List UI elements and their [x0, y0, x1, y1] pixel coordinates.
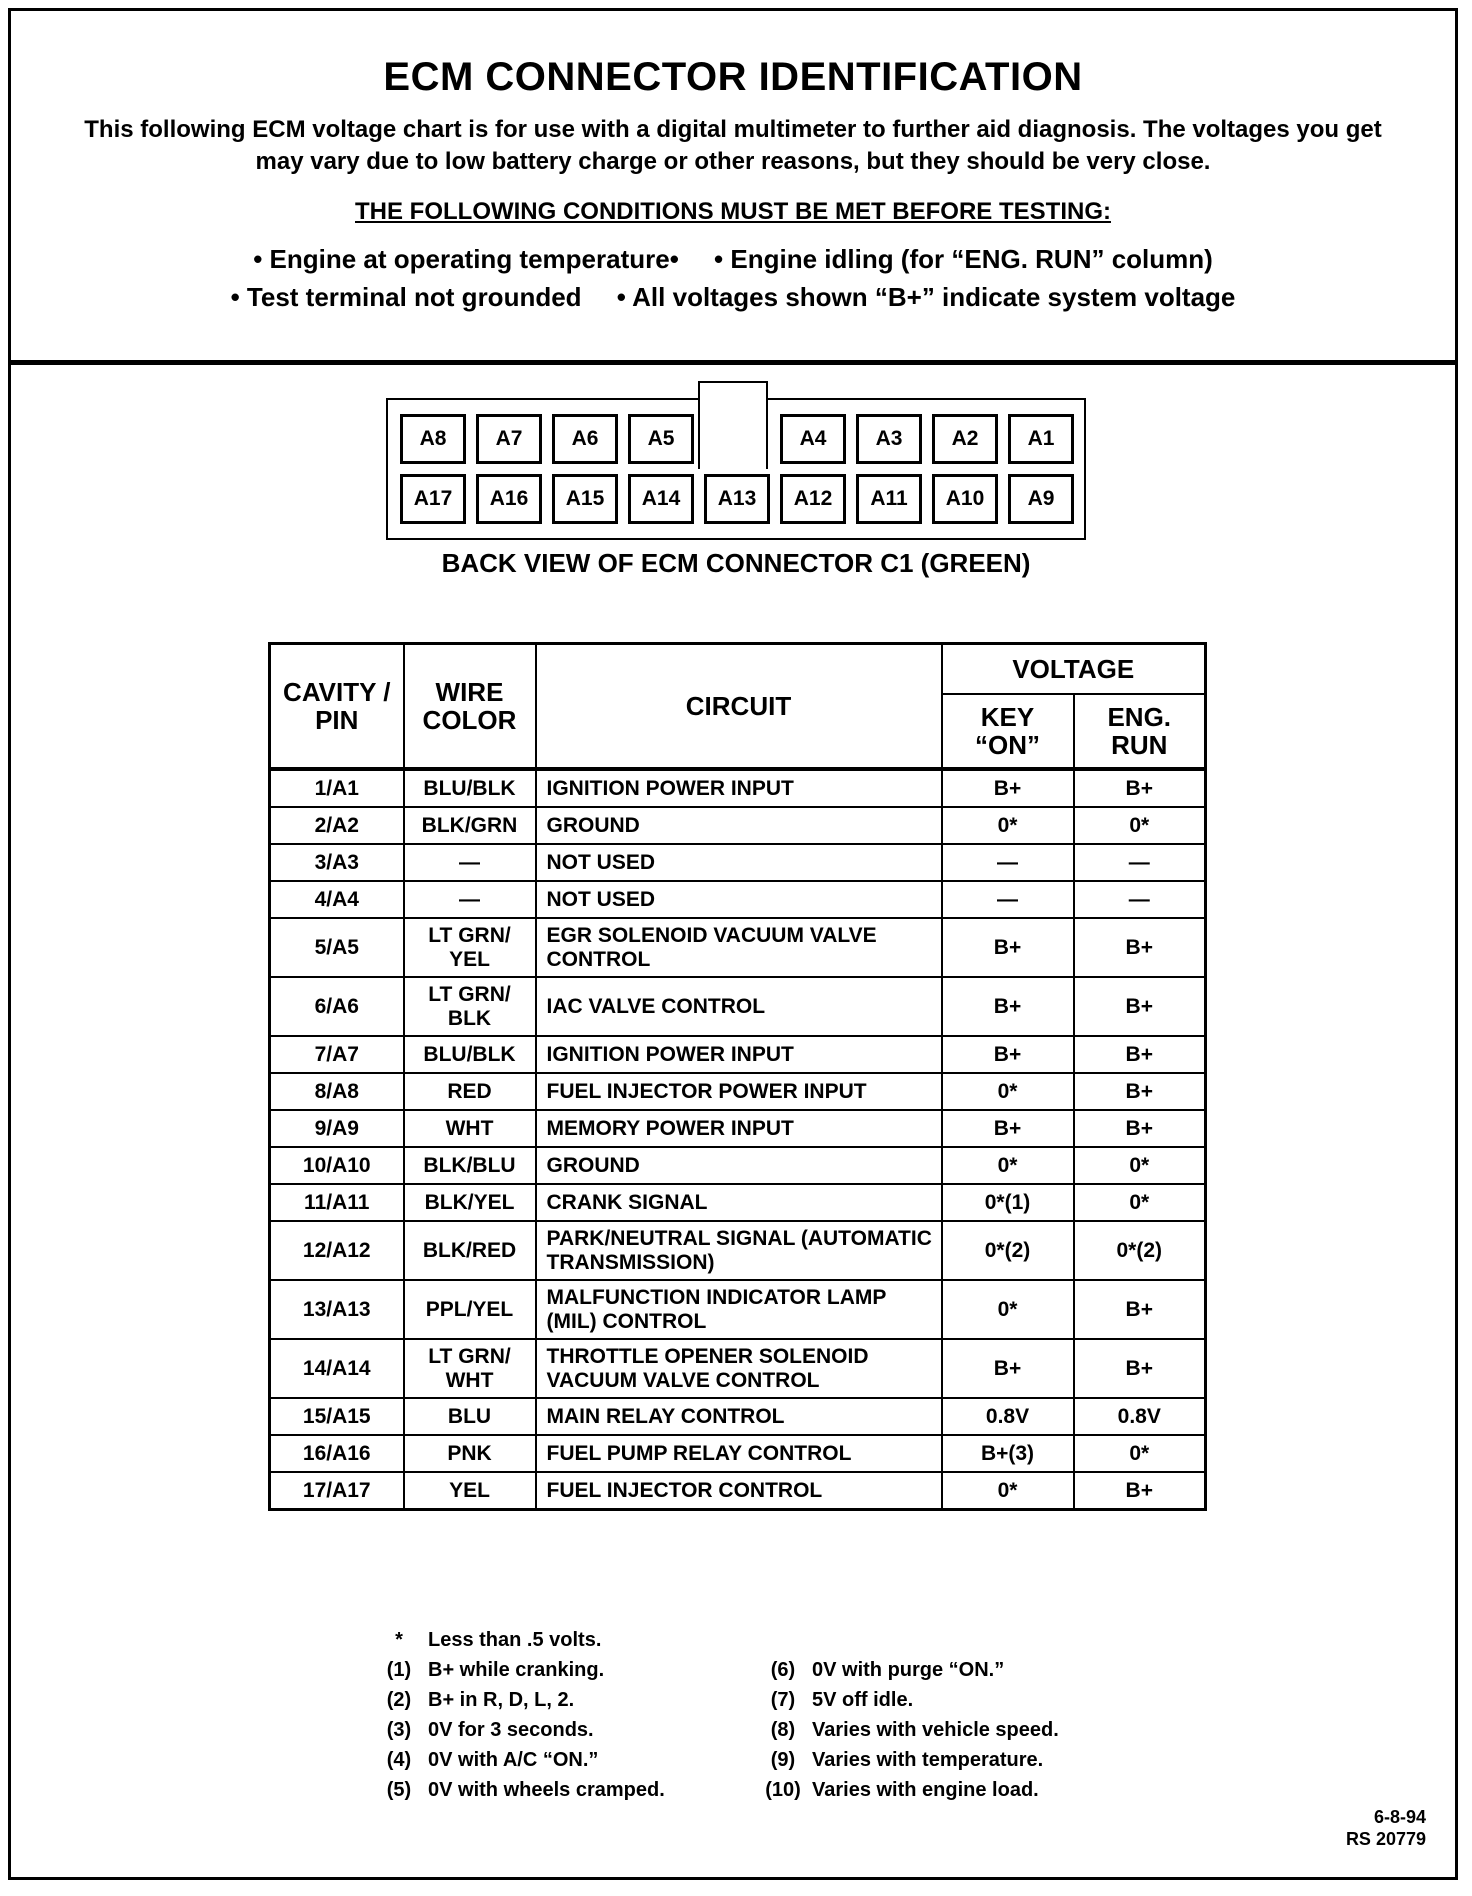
connector-pin: A13 — [704, 474, 770, 524]
table-row — [270, 1435, 1206, 1472]
condition-item: • Engine idling (for “ENG. RUN” column) — [714, 244, 1213, 274]
footnote-text: B+ in R, D, L, 2. — [428, 1689, 575, 1711]
cell-pin: 4/A4 — [270, 881, 404, 918]
cell-key-on: B+ — [942, 1339, 1074, 1398]
cell-eng-run: B+ — [1074, 1280, 1206, 1339]
connector-pin: A3 — [856, 414, 922, 464]
table-row — [270, 1147, 1206, 1184]
condition-item: • Engine at operating temperature• — [253, 244, 679, 274]
header-key-on: KEY “ON” — [942, 694, 1074, 769]
cell-key-on: 0* — [942, 1073, 1074, 1110]
cell-wire: BLU/BLK — [404, 1036, 536, 1073]
cell-eng-run: 0* — [1074, 807, 1206, 844]
stamp-code: RS 20779 — [1345, 1829, 1426, 1849]
cell-circuit: FUEL INJECTOR CONTROL — [536, 1472, 942, 1510]
cell-circuit: IGNITION POWER INPUT — [536, 1036, 942, 1073]
connector-pin: A2 — [932, 414, 998, 464]
conditions-row-2 — [11, 280, 1455, 314]
cell-pin: 5/A5 — [270, 918, 404, 977]
connector-pin: A11 — [856, 474, 922, 524]
cell-pin: 11/A11 — [270, 1184, 404, 1221]
table-row — [270, 1339, 1206, 1398]
connector-pin: A7 — [476, 414, 542, 464]
footnote-mark: (5) — [386, 1779, 412, 1801]
voltage-table — [268, 642, 1207, 1511]
cell-eng-run: B+ — [1074, 1472, 1206, 1510]
footnote-mark: (10) — [765, 1779, 801, 1801]
cell-wire: BLU/BLK — [404, 769, 536, 807]
conditions-heading: THE FOLLOWING CONDITIONS MUST BE MET BEFORE TESTING: — [355, 198, 1111, 225]
cell-circuit: EGR SOLENOID VACUUM VALVE CONTROL — [536, 918, 942, 977]
cell-key-on: 0* — [942, 1147, 1074, 1184]
header-cavity-pin: CAVITY / PIN — [270, 644, 404, 770]
connector-pin: A1 — [1008, 414, 1074, 464]
cell-key-on: B+ — [942, 977, 1074, 1036]
connector-pin: A14 — [628, 474, 694, 524]
cell-wire: YEL — [404, 1472, 536, 1510]
footnote-text: 0V with purge “ON.” — [812, 1659, 1005, 1681]
footnote-text: Varies with engine load. — [812, 1779, 1039, 1801]
cell-wire: BLK/BLU — [404, 1147, 536, 1184]
cell-circuit: MALFUNCTION INDICATOR LAMP (MIL) CONTROL — [536, 1280, 942, 1339]
table-row — [270, 1280, 1206, 1339]
table-row — [270, 1184, 1206, 1221]
cell-pin: 3/A3 — [270, 844, 404, 881]
footnote-mark: * — [395, 1629, 403, 1651]
footnote — [754, 1716, 1059, 1744]
connector-pin: A16 — [476, 474, 542, 524]
cell-pin: 10/A10 — [270, 1147, 404, 1184]
footnote-mark: (2) — [386, 1689, 412, 1711]
footnote-text: 5V off idle. — [812, 1689, 914, 1711]
footnote-mark: (4) — [386, 1749, 412, 1771]
cell-key-on: B+ — [942, 769, 1074, 807]
connector-caption: BACK VIEW OF ECM CONNECTOR C1 (GREEN) — [441, 548, 1031, 578]
cell-key-on: — — [942, 844, 1074, 881]
connector-pin: A5 — [628, 414, 694, 464]
cell-eng-run: 0* — [1074, 1435, 1206, 1472]
cell-eng-run: — — [1074, 844, 1206, 881]
cell-eng-run: B+ — [1074, 977, 1206, 1036]
cell-circuit: PARK/NEUTRAL SIGNAL (AUTOMATIC TRANSMISSION) — [536, 1221, 942, 1280]
cell-key-on: 0*(1) — [942, 1184, 1074, 1221]
table-row — [270, 1110, 1206, 1147]
condition-item: • Test terminal not grounded — [230, 282, 582, 312]
intro-text: This following ECM voltage chart is for use with a digital multimeter to further aid diagnosis. The voltages you get may vary due to low battery charge or other reasons, but they should be very close. — [84, 116, 1382, 175]
header-voltage: VOLTAGE — [942, 644, 1206, 695]
footnote — [370, 1776, 665, 1804]
cell-key-on: B+ — [942, 918, 1074, 977]
cell-eng-run: B+ — [1074, 1110, 1206, 1147]
cell-pin: 15/A15 — [270, 1398, 404, 1435]
footnote-text: Varies with temperature. — [812, 1749, 1044, 1771]
cell-circuit: IGNITION POWER INPUT — [536, 769, 942, 807]
footnote — [754, 1656, 1004, 1684]
cell-key-on: 0*(2) — [942, 1221, 1074, 1280]
cell-pin: 9/A9 — [270, 1110, 404, 1147]
cell-circuit: GROUND — [536, 1147, 942, 1184]
footnote — [754, 1776, 1039, 1804]
footnote-mark: (1) — [386, 1659, 412, 1681]
cell-circuit: GROUND — [536, 807, 942, 844]
cell-pin: 6/A6 — [270, 977, 404, 1036]
cell-circuit: THROTTLE OPENER SOLENOID VACUUM VALVE CONTROL — [536, 1339, 942, 1398]
table-row — [270, 769, 1206, 807]
cell-wire: BLU — [404, 1398, 536, 1435]
cell-key-on: 0* — [942, 1472, 1074, 1510]
table-row — [270, 881, 1206, 918]
footnote-text: Varies with vehicle speed. — [812, 1719, 1059, 1741]
footnote-mark: (8) — [770, 1719, 796, 1741]
footnote — [370, 1686, 574, 1714]
cell-wire: LT GRN/ BLK — [404, 977, 536, 1036]
cell-pin: 16/A16 — [270, 1435, 404, 1472]
table-row — [270, 1221, 1206, 1280]
cell-wire: LT GRN/ WHT — [404, 1339, 536, 1398]
footnote — [370, 1626, 601, 1654]
cell-pin: 17/A17 — [270, 1472, 404, 1510]
cell-eng-run: 0*(2) — [1074, 1221, 1206, 1280]
connector-pin: A6 — [552, 414, 618, 464]
footnote-text: 0V for 3 seconds. — [428, 1719, 594, 1741]
cell-eng-run: B+ — [1074, 1339, 1206, 1398]
cell-circuit: CRANK SIGNAL — [536, 1184, 942, 1221]
table-row — [270, 1073, 1206, 1110]
cell-key-on: B+ — [942, 1110, 1074, 1147]
cell-circuit: FUEL PUMP RELAY CONTROL — [536, 1435, 942, 1472]
footnote-mark: (7) — [770, 1689, 796, 1711]
condition-item: • All voltages shown “B+” indicate system voltage — [616, 282, 1236, 312]
cell-circuit: MEMORY POWER INPUT — [536, 1110, 942, 1147]
connector-pin: A17 — [400, 474, 466, 524]
connector-pin: A10 — [932, 474, 998, 524]
cell-key-on: 0* — [942, 807, 1074, 844]
footnote-text: 0V with wheels cramped. — [428, 1779, 665, 1801]
connector-pin: A15 — [552, 474, 618, 524]
cell-wire: LT GRN/ YEL — [404, 918, 536, 977]
cell-eng-run: 0* — [1074, 1184, 1206, 1221]
cell-key-on: 0.8V — [942, 1398, 1074, 1435]
cell-eng-run: B+ — [1074, 1073, 1206, 1110]
cell-pin: 8/A8 — [270, 1073, 404, 1110]
table-row — [270, 1472, 1206, 1510]
cell-pin: 1/A1 — [270, 769, 404, 807]
cell-wire: — — [404, 881, 536, 918]
connector-pin: A8 — [400, 414, 466, 464]
table-row — [270, 918, 1206, 977]
table-row — [270, 844, 1206, 881]
cell-key-on: — — [942, 881, 1074, 918]
cell-key-on: B+(3) — [942, 1435, 1074, 1472]
footnote-text: 0V with A/C “ON.” — [428, 1749, 599, 1771]
connector-pin: A12 — [780, 474, 846, 524]
conditions-row-1 — [11, 242, 1455, 276]
document-stamp — [1346, 1806, 1426, 1850]
cell-wire: RED — [404, 1073, 536, 1110]
table-row — [270, 1398, 1206, 1435]
cell-circuit: FUEL INJECTOR POWER INPUT — [536, 1073, 942, 1110]
cell-pin: 14/A14 — [270, 1339, 404, 1398]
footnote-mark: (3) — [386, 1719, 412, 1741]
footnote — [370, 1656, 604, 1684]
cell-circuit: NOT USED — [536, 844, 942, 881]
connector-key-tab — [698, 381, 768, 469]
connector-pin: A4 — [780, 414, 846, 464]
cell-circuit: MAIN RELAY CONTROL — [536, 1398, 942, 1435]
connector-pin: A9 — [1008, 474, 1074, 524]
footnote-text: B+ while cranking. — [428, 1659, 605, 1681]
footnote — [754, 1746, 1043, 1774]
cell-circuit: NOT USED — [536, 881, 942, 918]
cell-eng-run: B+ — [1074, 1036, 1206, 1073]
cell-wire: BLK/YEL — [404, 1184, 536, 1221]
footnote-text: Less than .5 volts. — [428, 1629, 602, 1651]
header-wire-color: WIRE COLOR — [404, 644, 536, 770]
header-panel — [11, 11, 1455, 365]
header-circuit: CIRCUIT — [536, 644, 942, 770]
cell-pin: 2/A2 — [270, 807, 404, 844]
cell-wire: PPL/YEL — [404, 1280, 536, 1339]
cell-pin: 7/A7 — [270, 1036, 404, 1073]
cell-eng-run: 0* — [1074, 1147, 1206, 1184]
table-row — [270, 977, 1206, 1036]
cell-eng-run: B+ — [1074, 769, 1206, 807]
header-eng-run: ENG. RUN — [1074, 694, 1206, 769]
cell-eng-run: B+ — [1074, 918, 1206, 977]
cell-wire: PNK — [404, 1435, 536, 1472]
cell-wire: BLK/GRN — [404, 807, 536, 844]
cell-key-on: 0* — [942, 1280, 1074, 1339]
cell-eng-run: — — [1074, 881, 1206, 918]
page-title: ECM CONNECTOR IDENTIFICATION — [383, 55, 1083, 99]
footnote — [370, 1716, 594, 1744]
table-row — [270, 807, 1206, 844]
footnote-mark: (6) — [770, 1659, 796, 1681]
cell-key-on: B+ — [942, 1036, 1074, 1073]
footnote — [370, 1746, 598, 1774]
table-row — [270, 1036, 1206, 1073]
cell-wire: BLK/RED — [404, 1221, 536, 1280]
stamp-date: 6-8-94 — [1373, 1807, 1426, 1827]
cell-wire: WHT — [404, 1110, 536, 1147]
cell-eng-run: 0.8V — [1074, 1398, 1206, 1435]
cell-pin: 12/A12 — [270, 1221, 404, 1280]
footnote-mark: (9) — [770, 1749, 796, 1771]
cell-circuit: IAC VALVE CONTROL — [536, 977, 942, 1036]
cell-wire: — — [404, 844, 536, 881]
footnote — [754, 1686, 913, 1714]
cell-pin: 13/A13 — [270, 1280, 404, 1339]
